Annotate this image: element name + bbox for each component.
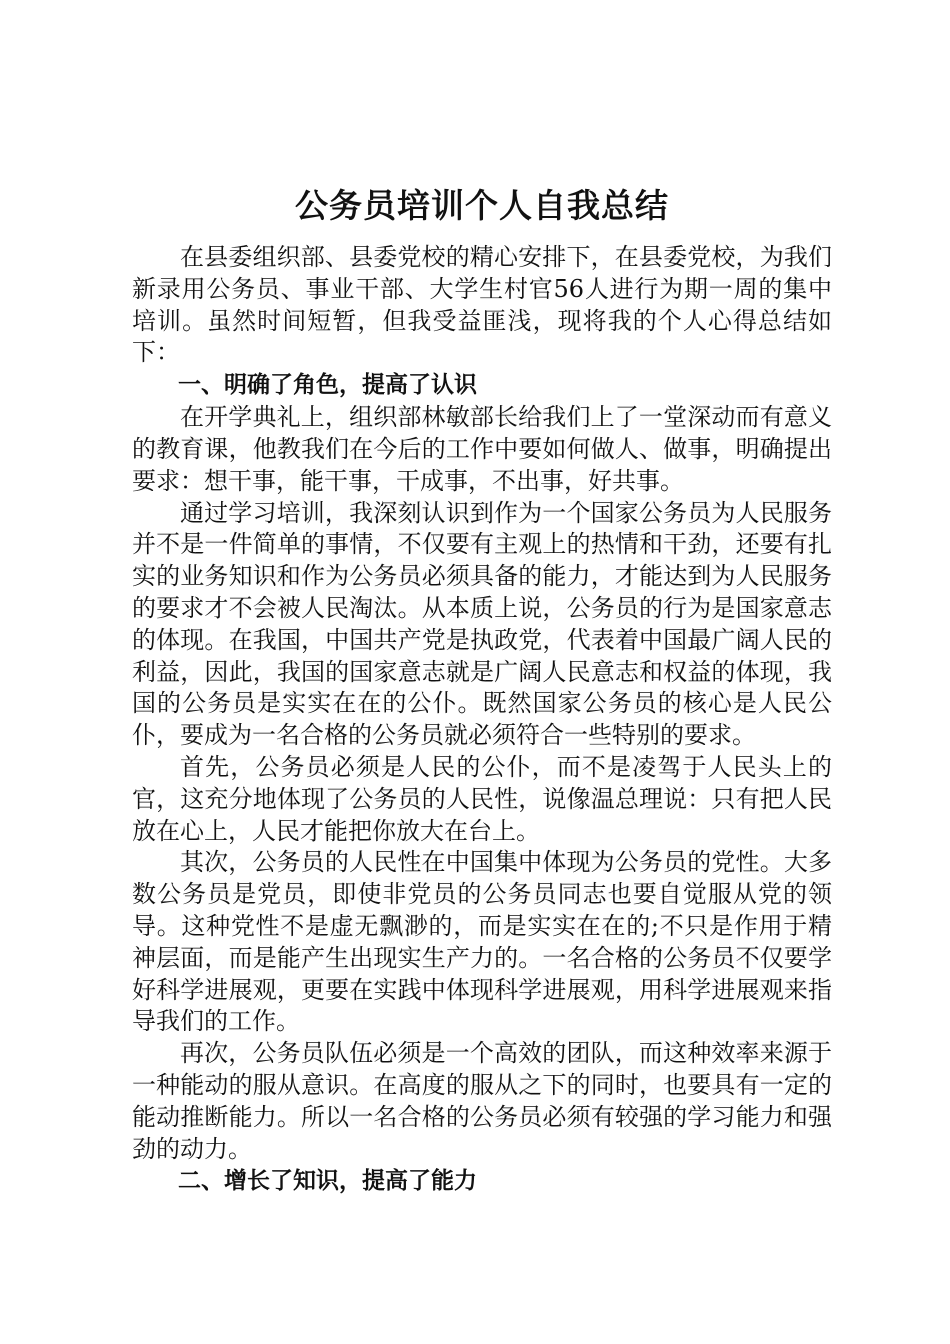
body-paragraph: 再次，公务员队伍必须是一个高效的团队，而这种效率来源于一种能动的服从意识。在高度的服从之下的同时，也要具有一定的能动推断能力。所以一名合格的公务员必须有较强的学习能力和强劲的动力。: [132, 1039, 832, 1163]
body-paragraph: 通过学习培训，我深刻认识到作为一个国家公务员为人民服务并不是一件简单的事情，不仅要有主观上的热情和干劲，还要有扎实的业务知识和作为公务员必须具备的能力，才能达到为人民服务的要求才不会被人民淘汰。从本质上说，公务员的行为是国家意志的体现。在我国，中国共产党是执政党，代表着中国最广阔人民的利益，因此，我国的国家意志就是广阔人民意志和权益的体现，我国的公务员是实实在在的公仆。既然国家公务员的核心是人民公仆，要成为一名合格的公务员就必须符合一些特别的要求。: [132, 498, 832, 750]
section-heading-2: 二、增长了知识，提高了能力: [178, 1168, 477, 1195]
document-body: [132, 180, 832, 1198]
intro-paragraph: 在县委组织部、县委党校的精心安排下，在县委党校，为我们新录用公务员、事业干部、大学生村官56人进行为期一周的集中培训。虽然时间短暂，但我受益匪浅，现将我的个人心得总结如下：: [132, 243, 832, 367]
body-paragraph: 在开学典礼上，组织部林敏部长给我们上了一堂深动而有意义的教育课，他教我们在今后的工作中要如何做人、做事，明确提出要求：想干事，能干事，干成事，不出事，好共事。: [132, 403, 832, 495]
section-heading-1: 一、明确了角色，提高了认识: [178, 372, 477, 399]
body-paragraph: 首先，公务员必须是人民的公仆，而不是凌驾于人民头上的官，这充分地体现了公务员的人民性，说像温总理说：只有把人民放在心上，人民才能把你放大在台上。: [132, 752, 832, 845]
document-title: 公务员培训个人自我总结: [295, 186, 669, 225]
body-paragraph: 其次，公务员的人民性在中国集中体现为公务员的党性。大多数公务员是党员，即使非党员的公务员同志也要自觉服从党的领导。这种党性不是虚无飘渺的，而是实实在在的;不只是作用于精神层面，而是能产生出现实生产力的。一名合格的公务员不仅要学好科学进展观，更要在实践中体现科学进展观，用科学进展观来指导我们的工作。: [132, 848, 832, 1036]
